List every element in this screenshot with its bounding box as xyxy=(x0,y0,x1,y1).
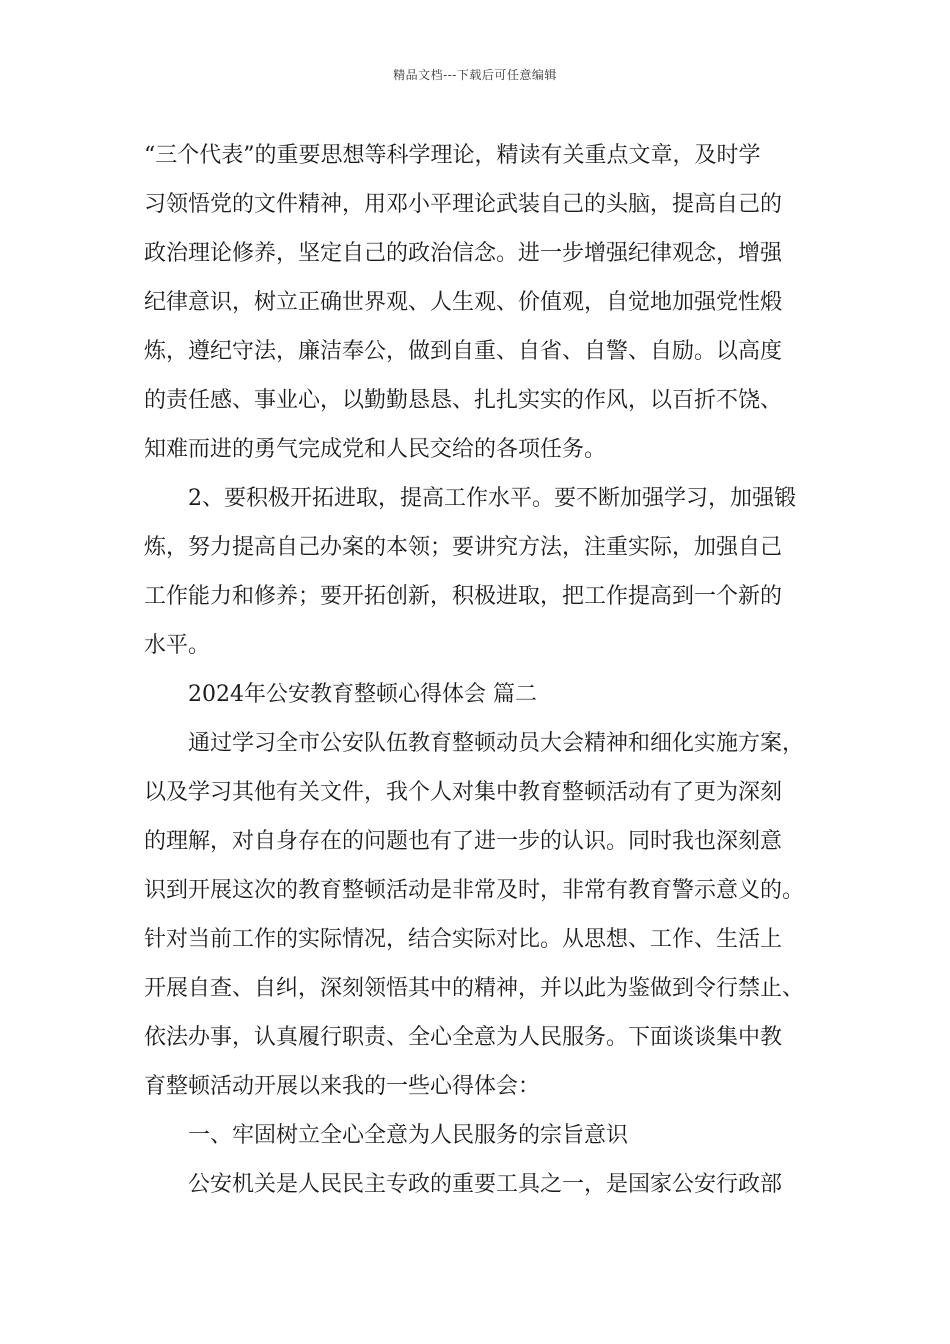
text-line: 一、牢固树立全心全意为人民服务的宗旨意识 xyxy=(188,1123,629,1148)
page-header: 精品文档---下载后可任意编辑 xyxy=(393,68,557,82)
text-line: 2024年公安教育整顿心得体会 篇二 xyxy=(188,682,537,707)
text-line: 针对当前工作的实际情况，结合实际对比。从思想、工作、生活上 xyxy=(144,927,783,952)
text-line: 以及学习其他有关文件，我个人对集中教育整顿活动有了更为深刻 xyxy=(144,780,783,805)
text-line: 政治理论修养，坚定自己的政治信念。进一步增强纪律观念，增强 xyxy=(144,241,783,266)
text-line: 公安机关是人民民主专政的重要工具之一，是国家公安行政部 xyxy=(188,1172,783,1197)
text-line: 2、要积极开拓进取，提高工作水平。要不断加强学习，加强锻 xyxy=(188,486,796,511)
text-line: 的理解，对自身存在的问题也有了进一步的认识。同时我也深刻意 xyxy=(144,829,783,854)
text-line: 开展自查、自纠，深刻领悟其中的精神，并以此为鉴做到令行禁止、 xyxy=(144,976,805,1001)
text-line: 知难而进的勇气完成党和人民交给的各项任务。 xyxy=(144,437,607,462)
text-line: 育整顿活动开展以来我的一些心得体会： xyxy=(144,1074,541,1099)
text-line: 的责任感、事业心，以勤勤恳恳、扎扎实实的作风，以百折不饶、 xyxy=(144,388,783,413)
document-body xyxy=(144,131,814,1209)
text-line: 工作能力和修养；要开拓创新，积极进取，把工作提高到一个新的 xyxy=(144,584,783,609)
text-line: “三个代表”的重要思想等科学理论，精读有关重点文章，及时学 xyxy=(144,143,761,168)
text-line: 纪律意识，树立正确世界观、人生观、价值观，自觉地加强党性煅 xyxy=(144,290,783,315)
text-line: 依法办事，认真履行职责、全心全意为人民服务。下面谈谈集中教 xyxy=(144,1025,783,1050)
text-line: 炼，努力提高自己办案的本领；要讲究方法，注重实际，加强自己 xyxy=(144,535,783,560)
text-line: 通过学习全市公安队伍教育整顿动员大会精神和细化实施方案， xyxy=(188,731,805,756)
text-line: 炼，遵纪守法，廉洁奉公，做到自重、自省、自警、自励。以高度 xyxy=(144,339,783,364)
text-line: 识到开展这次的教育整顿活动是非常及时，非常有教育警示意义的。 xyxy=(144,878,805,903)
text-line: 水平。 xyxy=(144,633,211,658)
text-line: 习领悟党的文件精神，用邓小平理论武装自己的头脑，提高自己的 xyxy=(144,192,783,217)
